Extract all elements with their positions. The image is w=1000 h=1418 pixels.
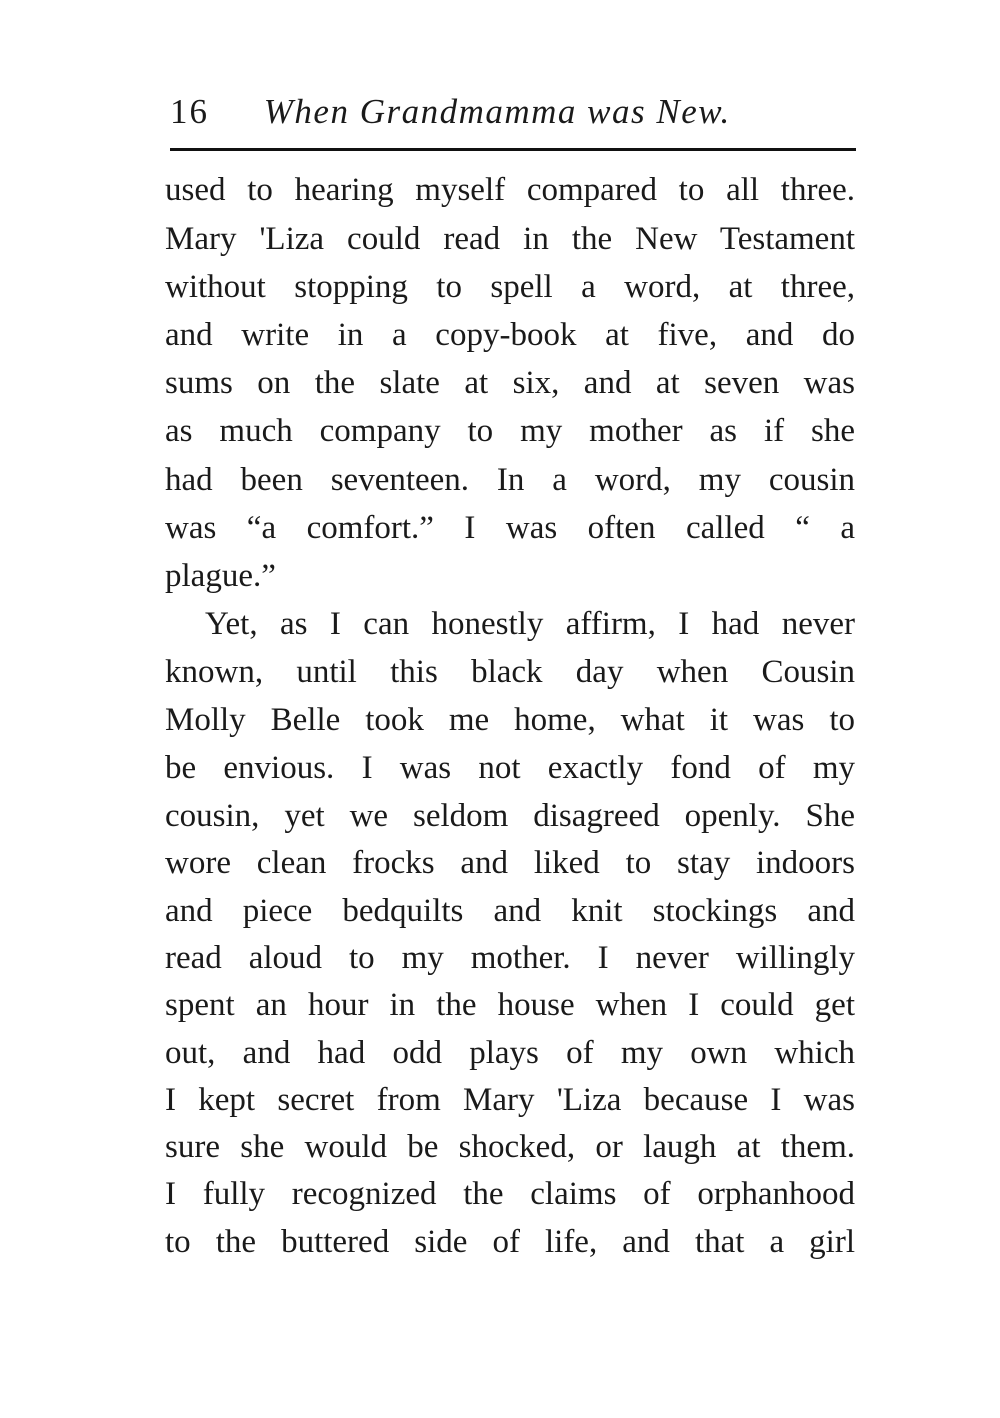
text-line: and write in a copy-book at five, and do (165, 317, 855, 353)
page-number: 16 (170, 92, 209, 131)
running-head (170, 88, 856, 136)
text-line: I fully recognized the claims of orphanhood (165, 1176, 855, 1212)
text-line: to the buttered side of life, and that a girl (165, 1224, 855, 1260)
paragraph-first-line: Yet, as I can honestly affirm, I had never (205, 606, 855, 642)
text-line: Molly Belle took me home, what it was to (165, 702, 855, 738)
text-line: sums on the slate at six, and at seven was (165, 365, 855, 401)
text-line: out, and had odd plays of my own which (165, 1035, 855, 1071)
text-line: wore clean frocks and liked to stay indoors (165, 845, 855, 881)
text-line: known, until this black day when Cousin (165, 654, 855, 690)
text-line: plague.” (165, 558, 276, 594)
text-line: spent an hour in the house when I could get (165, 987, 855, 1023)
book-title: When Grandmamma was New. (263, 92, 731, 131)
text-line: without stopping to spell a word, at three, (165, 269, 855, 305)
text-line: cousin, yet we seldom disagreed openly. She (165, 798, 855, 834)
text-line: had been seventeen. In a word, my cousin (165, 462, 855, 498)
text-line: read aloud to my mother. I never willingly (165, 940, 855, 976)
header-rule (170, 148, 856, 151)
text-line: be envious. I was not exactly fond of my (165, 750, 855, 786)
text-line: I kept secret from Mary 'Liza because I was (165, 1082, 855, 1118)
text-line: and piece bedquilts and knit stockings and (165, 893, 855, 929)
text-line: as much company to my mother as if she (165, 413, 855, 449)
text-line: was “a comfort.” I was often called “ a (165, 510, 855, 546)
text-line: Mary 'Liza could read in the New Testament (165, 221, 855, 257)
text-line: sure she would be shocked, or laugh at them. (165, 1129, 855, 1165)
text-line: used to hearing myself compared to all three. (165, 172, 855, 208)
